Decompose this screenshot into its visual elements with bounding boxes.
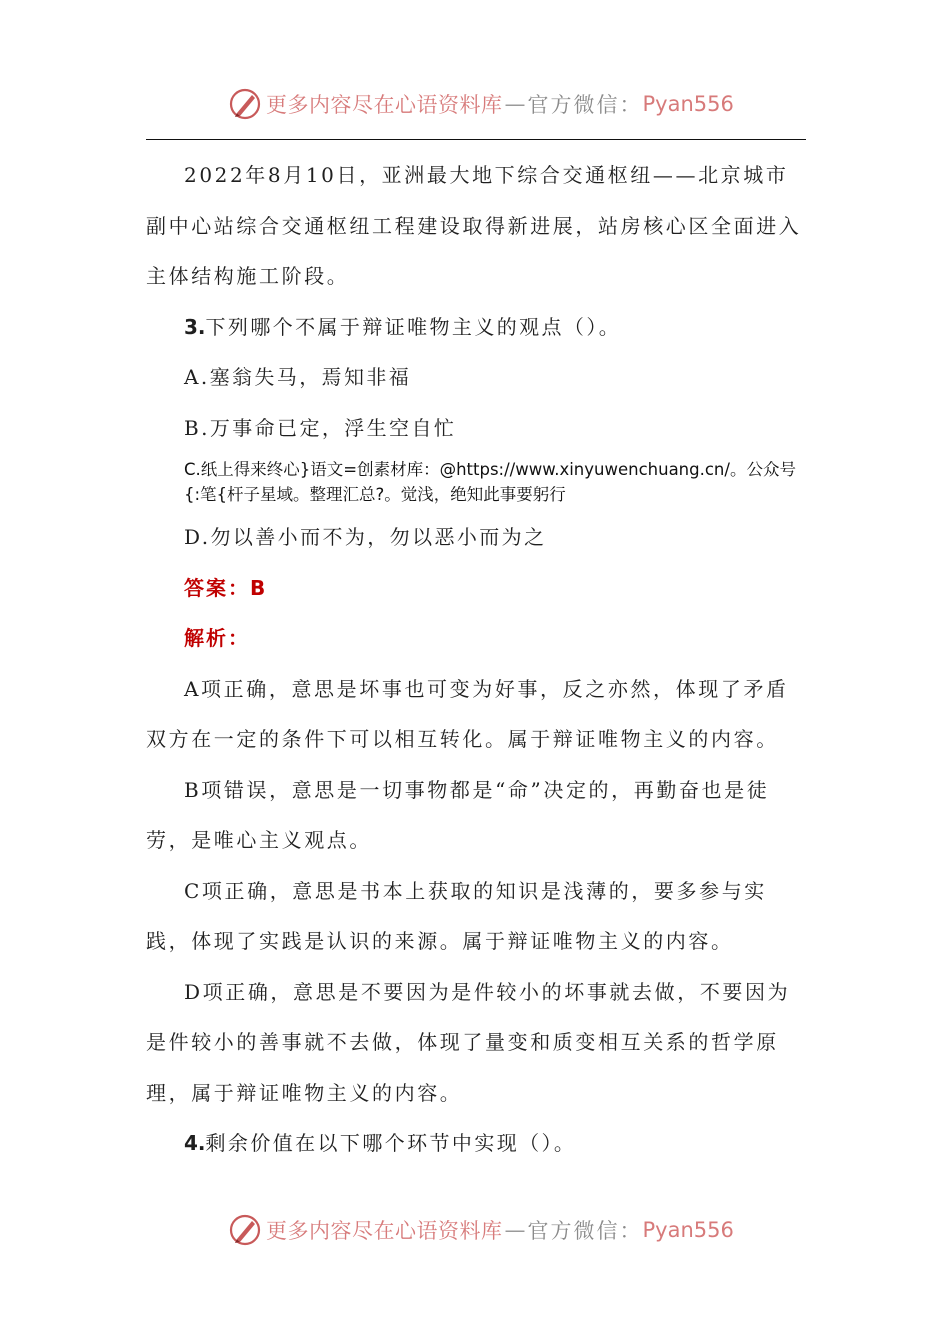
option-c-watermarked: C.纸上得来终心}语文=创素材库：@https://www.xinyuwenchuang.cn/。公众号{:笔{杆子星域。整理汇总?。觉浅，绝知此事要躬行 <box>184 460 796 504</box>
footer-banner-dash: — <box>504 1218 526 1242</box>
analysis-d: D项正确，意思是不要因为是件较小的坏事就去做，不要因为是件较小的善事就不去做，体现了量变和质变相互关系的哲学原理，属于辩证唯物主义的内容。 <box>146 979 791 1105</box>
answer-label: 答案：B <box>184 575 268 600</box>
footer-banner <box>228 1210 734 1250</box>
header-banner <box>228 84 734 124</box>
question-3-text: 下列哪个不属于辩证唯物主义的观点（）。 <box>205 314 622 339</box>
question-4-number: 4. <box>184 1131 206 1155</box>
header-rule <box>146 139 806 140</box>
question-4-text: 剩余价值在以下哪个环节中实现（）。 <box>205 1131 577 1155</box>
footer-banner-text: 更多内容尽在心语资料库 <box>266 1219 503 1243</box>
pen-logo-icon <box>228 1213 262 1247</box>
question-3 <box>146 302 810 353</box>
intro-paragraph: 2022年8月10日，亚洲最大地下综合交通枢纽——北京城市副中心站综合交通枢纽工程建设取得新进展，站房核心区全面进入主体结构施工阶段。 <box>146 163 802 288</box>
banner-dash: — <box>504 92 526 116</box>
option-a: A.塞翁失马，焉知非福 <box>184 365 412 389</box>
option-d: D.勿以善小而不为，勿以恶小而为之 <box>184 525 547 549</box>
page-content <box>146 150 810 1169</box>
banner-wechat-id: Pyan556 <box>642 92 734 116</box>
footer-banner-wechat-id: Pyan556 <box>642 1218 734 1242</box>
analysis-label: 解析： <box>184 626 250 650</box>
pen-logo-icon <box>228 87 262 121</box>
option-b: B.万事命已定，浮生空自忙 <box>184 415 457 440</box>
analysis-a: A项正确，意思是坏事也可变为好事，反之亦然，体现了矛盾双方在一定的条件下可以相互转化。属于辩证唯物主义的内容。 <box>146 676 789 751</box>
analysis-c: C项正确，意思是书本上获取的知识是浅薄的，要多参与实践，体现了实践是认识的来源。属于辩证唯物主义的内容。 <box>146 878 767 953</box>
analysis-b: B项错误，意思是一切事物都是“命”决定的，再勤奋也是徒劳，是唯心主义观点。 <box>146 777 770 852</box>
banner-text: 更多内容尽在心语资料库 <box>266 93 503 117</box>
question-3-number: 3. <box>184 314 206 339</box>
footer-banner-label: 官方微信： <box>527 1219 643 1243</box>
banner-label: 官方微信： <box>527 93 643 117</box>
question-4 <box>146 1118 810 1169</box>
